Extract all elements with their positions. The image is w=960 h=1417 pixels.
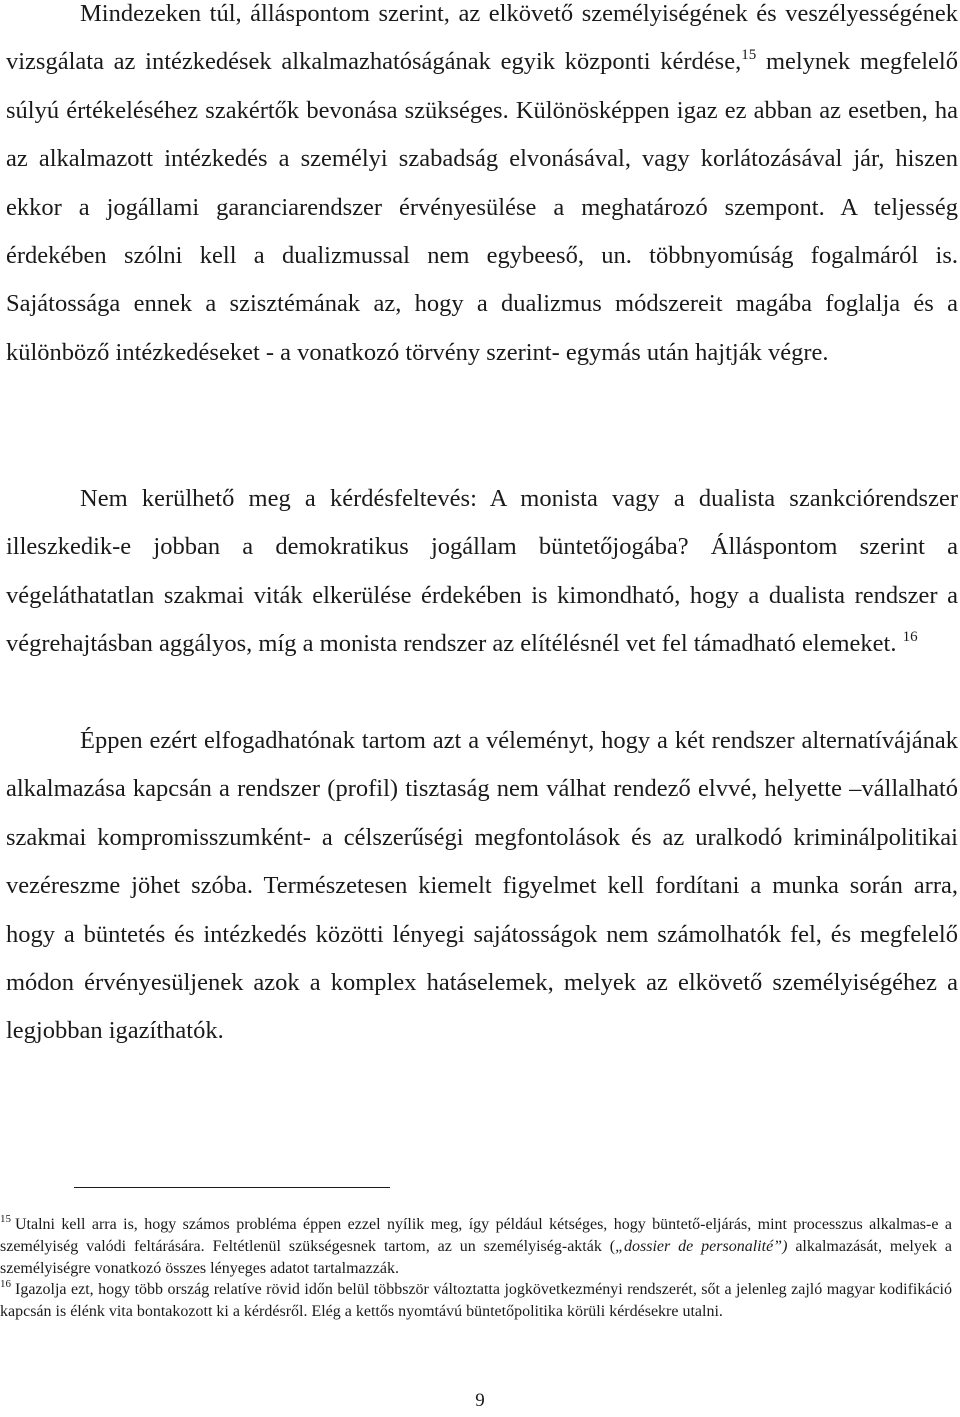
page-number: 9 [475, 1390, 485, 1411]
paragraph-1-text-b: melynek megfelelő súlyú értékeléséhez szakértők bevonása szükséges. Különösképpen igaz ez abban az esetben, ha az alkalmazott intézkedés a személyi szabadság elvonásával, vagy korlátozásával jár, hiszen ekkor a jogállami garanciarendszer érvényesülése a meghatározó szempont. A teljesség érdekében szólni kell a dualizmussal nem egybeeső, un. többnyomúság fogalmáról is. Sajátossága ennek a szisztémának az, hogy a dualizmus módszereit magába foglalja és a különböző intézkedéseket - a vonatkozó törvény szerint- egymás után hajtják végre. [6, 48, 958, 366]
footnote-16-number: 16 [0, 1278, 11, 1291]
footnotes [0, 1214, 952, 1323]
footnote-15-text-b: alkalmazását, melyek a személyiségre vonatkozó összes lényeges adatot tartalmazzák. [0, 1237, 952, 1277]
paragraph-2 [6, 475, 958, 669]
footnote-16 [0, 1279, 952, 1323]
paragraph-1-text-a: Mindezeken túl, álláspontom szerint, az elkövető személyiségének és veszélyességének vizsgálata az intézkedések alkalmazhatóságának egyik központi kérdése, [6, 0, 958, 76]
footnote-reference-15[interactable]: 15 [741, 47, 757, 64]
paragraph-2-text: Nem kerülhető meg a kérdésfeltevés: A monista vagy a dualista szankciórendszer illeszkedik-e jobban a demokratikus jogállam büntetőjogába? Álláspontom szerint a végeláthatatlan szakmai viták elkerülése érdekében is kimondható, hogy a dualista rendszer a végrehajtásban aggályos, míg a monista rendszer az elítélésnél vet fel támadható elemeket. [6, 485, 958, 658]
footnote-separator [74, 1187, 390, 1188]
footnote-15-number: 15 [0, 1213, 11, 1225]
footnote-16-text: Igazolja ezt, hogy több ország relatíve rövid időn belül többször változtatta jogkövetkezményi rendszerét, sőt a jelenleg zajló magyar kodifikáció kapcsán is élénk vita bontakozott ki a kérdésről. Elég a kettős nyomtávú büntetőpolitika körüli kérdésekre utalni. [0, 1281, 952, 1321]
footnote-15-text-a: Utalni kell arra is, hogy számos probléma éppen ezzel nyílik meg, így például kétséges, hogy büntető-eljárás, mint processzus alkalmas-e a személyiség valódi feltárására. Feltétlenül szükségesnek tartom, az un személyiség-akták ( [0, 1216, 952, 1255]
paragraph-3-text: Éppen ezért elfogadhatónak tartom azt a véleményt, hogy a két rendszer alternatívájának alkalmazása kapcsán a rendszer (profil) tisztaság nem válhat rendező elvvé, helyette –vállalható szakmai kompromisszumként- a célszerűségi megfontolások és az uralkodó kriminálpolitikai vezéreszme jöhet szóba. Természetesen kiemelt figyelmet kell fordítani a munka során arra, hogy a büntetés és intézkedés közötti lényegi sajátosságok nem számolhatók fel, és megfelelő módon érvényesüljenek azok a komplex hatáselemek, melyek az elkövető személyiségéhez a legjobban igazíthatók. [6, 727, 958, 1045]
footnote-15 [0, 1214, 952, 1279]
footnote-15-italic: „dossier de personalité”) [615, 1237, 788, 1255]
footnote-reference-16[interactable]: 16 [902, 629, 918, 646]
paragraph-3 [6, 717, 958, 1056]
paragraph-1 [6, 0, 958, 377]
